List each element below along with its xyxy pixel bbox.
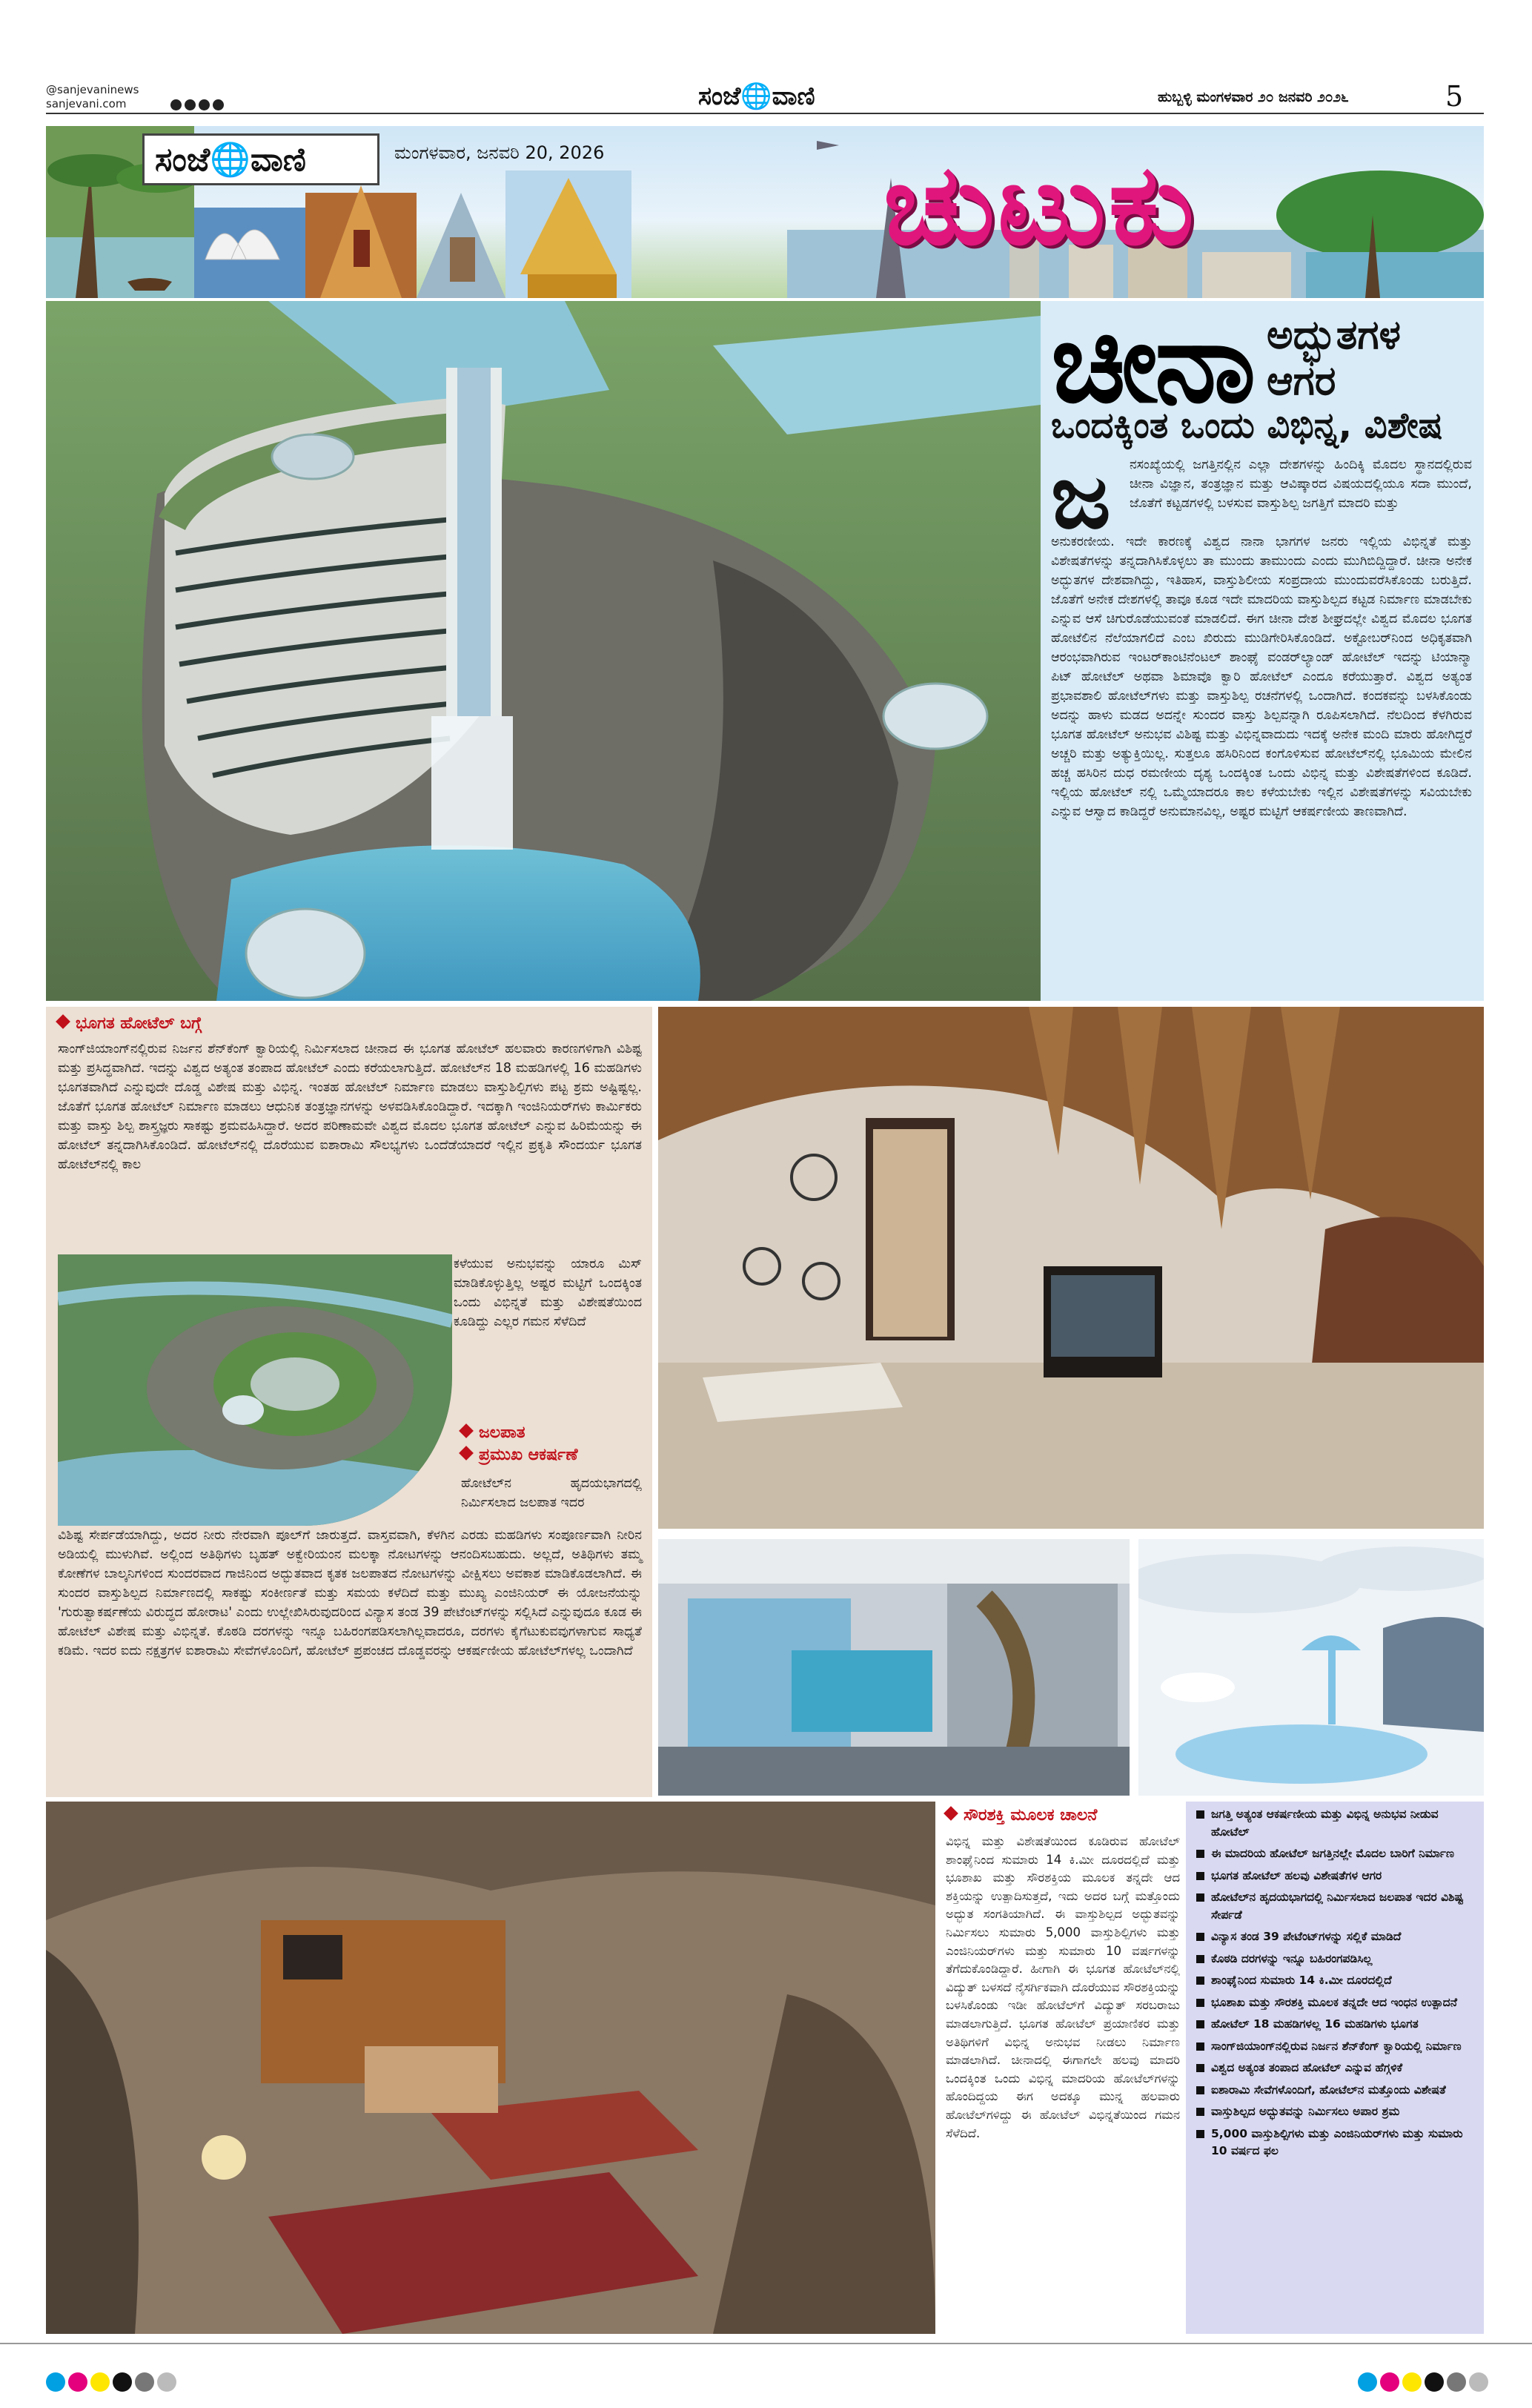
yellow-mark — [90, 2372, 110, 2392]
solar-heading — [946, 1805, 1097, 1827]
instagram-icon[interactable] — [185, 99, 196, 110]
social-icons — [170, 99, 224, 110]
about-paragraph-2: ವಿಶಿಷ್ಟ ಸೇರ್ಪಡೆಯಾಗಿದ್ದು, ಅದರ ನೀರು ನೇರವಾಗಿ ಪೂಲ್‌ಗೆ ಜಾರುತ್ತದೆ. ವಾಸ್ತವವಾಗಿ, ಕೆಳಗಿನ ಎರಡು ಮಹಡಿಗಳು ಸಂಪೂರ್ಣವಾಗಿ ನೀರಿನ ಅಡಿಯಲ್ಲಿ ಮುಳುಗಿವೆ. ಅಲ್ಲಿಂದ ಅತಿಥಿಗಳು ಬೃಹತ್ ಅಕ್ವೇರಿಯಂನ ಮಲಕ್ಕಾ ನೋಟಗಳನ್ನು ಆನಂದಿಸಬಹುದು. ಅಲ್ಲದೆ, ಅತಿಥಿಗಳು ತಮ್ಮ ಕೋಣೆಗಳ ಬಾಲ್ಕನಿಗಳಿಂದ ಸುಂದರವಾದ ಗಾಜಿನಿಂದ ಅದ್ಭುತವಾದ ಕೃತಕ ಜಲಪಾತದ ನೋಟಗಳನ್ನು ವೀಕ್ಷಿಸಲು ಅವಕಾಶ ಮಾಡಿಕೊಡಲಾಗಿದೆ. ಈ ಸುಂದರ ವಾಸ್ತುಶಿಲ್ಪದ ನಿರ್ಮಾಣದಲ್ಲಿ ಸಾಕಷ್ಟು ಸಂಕೀರ್ಣತೆ ಮತ್ತು ಸಮಯ ಕಳೆದಿದೆ ಮತ್ತು ಮುಖ್ಯ ಎಂಜಿನಿಯರ್ ಈ ಯೋಜನೆಯನ್ನು 'ಗುರುತ್ವಾಕರ್ಷಣೆಯ ವಿರುದ್ಧದ ಹೋರಾಟ' ಎಂದು ಉಲ್ಲೇಖಿಸಿರುವುದರಿಂದ ವಿನ್ಯಾಸ ತಂಡ 39 ಪೇಟೆಂಟ್‌ಗಳನ್ನು ಸಲ್ಲಿಸಿದೆ ಎನ್ನುವುದೂ ಕೂಡ ಈ ಹೋಟೆಲ್ ವಿಶೇಷ ಮತ್ತು ವಿಭಿನ್ನತೆ. ಕೊಠಡಿ ದರಗಳನ್ನು ಇನ್ನೂ ಬಹಿರಂಗಪಡಿಸಲಾಗಿಲ್ಲವಾದರೂ, ದರಗಳು ಕೈಗೆಟುಕುವವುಗಳಾಗುವ ಸಾಧ್ಯತೆ ಕಡಿಮೆ. ಇದರ ಐದು ನಕ್ಷತ್ರಗಳ ಐಶಾರಾಮಿ ಸೇವೆಗಳೊಂದಿಗೆ, ಹೋಟೆಲ್ ಪ್ರಪಂಚದ ದೊಡ್ಡವರನ್ನು ಆಕರ್ಷಣೀಯ ಹೋಟೆಲ್‌ಗಳಲ್ಲ ಒಂದಾಗಿದೆ — [58, 1528, 642, 1658]
list-item: ಹೋಟೆಲ್‌ನ ಹೃದಯಭಾಗದಲ್ಲಿ ನಿರ್ಮಿಸಲಾದ ಜಲಪಾತ ಇದರ ವಿಶಿಷ್ಟ ಸೇರ್ಪಡೆ — [1193, 1889, 1476, 1924]
list-item: ಜಗತ್ತಿ ಅತ್ಯಂತ ಆಕರ್ಷಣೀಯ ಮತ್ತು ವಿಭಿನ್ನ ಅನುಭವ ನೀಡುವ ಹೋಟೆಲ್ — [1193, 1806, 1476, 1841]
section-title: ಚುಟುಕು — [883, 141, 1198, 270]
aerial-green-hotel-illustration — [58, 1254, 452, 1526]
diamond-bullet-icon — [56, 1014, 70, 1029]
solar-paragraph: ವಿಭಿನ್ನ ಮತ್ತು ವಿಶೇಷತೆಯಿಂದ ಕೂಡಿರುವ ಹೋಟೆಲ್ ಶಾಂಘೈನಿಂದ ಸುಮಾರು 14 ಕಿ.ಮೀ ದೂರದಲ್ಲಿದೆ ಮತ್ತು ಭೂಶಾಖ ಮತ್ತು ಸೌರಶಕ್ತಿಯ ಮೂಲಕ ತನ್ನದೇ ಆದ ಶಕ್ತಿಯನ್ನು ಉತ್ಪಾದಿಸುತ್ತದೆ, ಇದು ಅದರ ಬಗ್ಗೆ ಮತ್ತೊಂದು ಅದ್ಭುತ ಸಂಗತಿಯಾಗಿದೆ. ಈ ವಾಸ್ತುಶಿಲ್ಪದ ಅದ್ಭುತವನ್ನು ನಿರ್ಮಿಸಲು ಸುಮಾರು 5,000 ವಾಸ್ತುಶಿಲ್ಪಿಗಳು ಮತ್ತು ಎಂಜಿನಿಯರ್‌ಗಳು ಮತ್ತು ಸುಮಾರು 10 ವರ್ಷಗಳನ್ನು ತೆಗೆದುಕೊಂಡಿದ್ದಾರೆ. ಹೀಗಾಗಿ ಈ ಭೂಗತ ಹೋಟೆಲ್‌ನಲ್ಲಿ ವಿದ್ಯುತ್ ಬಳಸದೆ ನೈಸರ್ಗಿಕವಾಗಿ ದೊರೆಯುವ ಸೌರಶಕ್ತಿಯನ್ನು ಬಳಸಿಕೊಂಡು ಇಡೀ ಹೋಟೆಲ್‌ಗೆ ವಿದ್ಯುತ್ ಸರಬರಾಜು ಮಾಡಲಾಗುತ್ತಿದೆ. ಭೂಗತ ಹೋಟೆಲ್ ಪ್ರಯಾಣಿಕರ ಮತ್ತು ಅತಿಥಿಗಳಿಗೆ ವಿಭಿನ್ನ ಅನುಭವ ನೀಡಲು ನಿರ್ಮಾಣ ಮಾಡಲಾಗಿದೆ. ಚೀನಾದಲ್ಲಿ ಈಗಾಗಲೇ ಹಲವು ಮಾದರಿ ಒಂದಕ್ಕಿಂತ ಒಂದು ವಿಭಿನ್ನ ಮಾದರಿಯ ಹೋಟೆಲ್‌ಗಳನ್ನು ಹೊಂದಿದ್ದಯ ಈಗ ಅದಕ್ಕೂ ಮುನ್ನ ಹಲವಾರು ಹೋಟೆಲ್‌ಗಳಿದ್ದು ಈ ಹೋಟೆಲ್ ವಿಭಿನ್ನತೆಯಿಂದ ಗಮನ ಸೆಳೆದಿದೆ. — [946, 1834, 1180, 2140]
masthead-title: ಸಂಜೆ🌐ವಾಣಿ — [155, 141, 306, 179]
website-link[interactable]: sanjevani.com — [46, 97, 127, 110]
highlights-box — [1186, 1802, 1484, 2334]
diamond-bullet-icon — [944, 1806, 958, 1821]
waterfall-subheading-1: ಜಲಪಾತ — [479, 1423, 525, 1442]
feature-headline: ಚೀನಾ — [1051, 301, 1253, 428]
about-hotel-panel — [46, 1007, 652, 1797]
light-grey-mark — [157, 2372, 176, 2392]
twitter-handle: @sanjevaninews — [46, 83, 139, 96]
section-banner — [46, 126, 1484, 298]
about-heading-text: ಭೂಗತ ಹೋಟೆಲ್ ಬಗ್ಗೆ — [76, 1014, 202, 1033]
black-mark — [1425, 2372, 1444, 2392]
feature-headline-side-1: ಅದ್ಭುತಗಳ — [1267, 311, 1401, 358]
list-item: ಭೂಶಾಖ ಮತ್ತು ಸೌರಶಕ್ತಿ ಮೂಲಕ ತನ್ನದೇ ಆದ ಇಂಧನ ಉತ್ಪಾದನೆ — [1193, 1994, 1476, 2012]
cave-bedroom-image — [46, 1802, 935, 2334]
list-item: 5,000 ವಾಸ್ತುಶಿಲ್ಪಿಗಳು ಮತ್ತು ಎಂಜಿನಿಯರ್‌ಗಳು ಮತ್ತು ಸುಮಾರು 10 ವರ್ಷದ ಫಲ — [1193, 2126, 1476, 2160]
highlights-list — [1193, 1806, 1476, 2160]
intro-paragraph-first: ನಸಂಖ್ಯೆಯಲ್ಲಿ ಜಗತ್ತಿನಲ್ಲಿನ ಎಲ್ಲಾ ದೇಶಗಳನ್ನು ಹಿಂದಿಕ್ಕಿ ಮೊದಲ ಸ್ಥಾನದಲ್ಲಿರುವ ಚೀನಾ ವಿಜ್ಞಾನ, ತಂತ್ರಜ್ಞಾನ ಮತ್ತು ಆವಿಷ್ಕಾರದ ವಿಷಯದಲ್ಲಿಯೂ ಸದಾ ಮುಂದೆ, ಜೊತೆಗೆ ಕಟ್ಟಡಗಳಲ್ಲಿ ಬಳಸುವ ವಾಸ್ತುಶಿಲ್ಪ ಜಗತ್ತಿಗೆ ಮಾದರಿ ಮತ್ತು — [1130, 457, 1472, 511]
list-item: ವಾಸ್ತುಶಿಲ್ಪದ ಅದ್ಭುತವನ್ನು ನಿರ್ಮಿಸಲು ಅಪಾರ ಶ್ರಮ — [1193, 2103, 1476, 2121]
diamond-bullet-icon — [459, 1423, 474, 1438]
cyan-mark — [1358, 2372, 1377, 2392]
intro-paragraph-rest: ಅನುಕರಣೀಯ. ಇದೇ ಕಾರಣಕ್ಕೆ ವಿಶ್ವದ ನಾನಾ ಭಾಗಗಳ ಜನರು ಇಲ್ಲಿಯ ವಿಭಿನ್ನತೆ ಮತ್ತು ವಿಶೇಷತೆಗಳನ್ನು ತನ್ನದಾಗಿಸಿಕೊಳ್ಳಲು ತಾ ಮುಂದು ತಾಮುಂದು ಎಂದು ಮುಗಿಬಿದ್ದಿದ್ದಾರೆ. ಚೀನಾ ಅನೇಕ ಅದ್ಭುತಗಳ ದೇಶವಾಗಿದ್ದು, ಇತಿಹಾಸ, ವಾಸ್ತುಶಿಲೀಯ ಸಂಪ್ರದಾಯ ಮುಂದುವರೆಸಿಕೊಂಡು ಬರುತ್ತಿದೆ. ಜೊತೆಗೆ ಅನೇಕ ದೇಶಗಳಲ್ಲಿ ತಾವೂ ಕೂಡ ಇದೇ ಮಾದರಿಯ ವಾಸ್ತುಶಿಲ್ಪದ ಕಟ್ಟಡ ನಿರ್ಮಾಣ ಮಾಡಬೇಕು ಎನ್ನುವ ಆಸೆ ಚಿಗುರೊಡೆಯುವಂತೆ ಮಾಡಲಿದೆ. ಈಗ ಚೀನಾ ದೇಶ ಶೀಘ್ರದಲ್ಲೇ ವಿಶ್ವದ ಮೊದಲ ಭೂಗತ ಹೋಟೆಲಿನ ನೆಲೆಯಾಗಲಿದೆ ಎಂಬ ಖಿರುದು ಮುಡಿಗೇರಿಸಿಕೊಂಡಿದೆ. ಅಕ್ಟೋಬರ್‌ನಿಂದ ಅಧಿಕೃತವಾಗಿ ಆರಂಭವಾಗಿರುವ ಇಂಟರ್‌ಕಾಂಟಿನೆಂಟಲ್ ಶಾಂಘೈ ವಂಡರ್‌ಲ್ಯಾಂಡ್ ಹೋಟೆಲ್ ಇದನ್ನು ಟಿಯಾನ್ಮಾ ಪಿಟ್ ಹೋಟೆಲ್ ಅಥವಾ ಶಿಮಾವೊ ಕ್ವಾರಿ ಹೋಟೆಲ್ ಎಂದೂ ಕರೆಯುತ್ತಾರೆ. ವಿಶ್ವದ ಅತ್ಯಂತ ಪ್ರಭಾವಶಾಲಿ ಹೋಟೆಲ್‌ಗಳು ಮತ್ತು ವಾಸ್ತುಶಿಲ್ಪ ರಚನೆಗಳಲ್ಲಿ ಒಂದಾಗಿದೆ. ಕಂದಕವನ್ನು ಬಳಸಿಕೊಂಡು ಅದನ್ನು ಹಾಳು ಮಡದ ಅದನ್ನೇ ಸುಂದರ ವಾಸ್ತು ಶಿಲ್ಪವನ್ನಾಗಿ ರೂಪಿಸಲಾಗಿದೆ. ನೆಲದಿಂದ ಕೆಳಗಿರುವ ಭೂಗತ ಹೋಟೆಲ್ ಅನುಭವ ವಿಶಿಷ್ಟ ಮತ್ತು ವಿಭಿನ್ನವಾದುದು ಇದಕ್ಕೆ ಅನೇಕ ಮಂದಿ ಮಾರು ಹೋಗಿದ್ದರೆ ಅಚ್ಚರಿ ಮತ್ತು ಅತ್ಯುಕ್ತಿಯಿಲ್ಲ. ಸುತ್ತಲೂ ಹಸಿರಿನಿಂದ ಕಂಗೊಳಿಸುವ ಹೋಟೆಲ್‌ನಲ್ಲಿ ಭೂಮಿಯ ಮೇಲಿನ ಹಚ್ಚ ಹಸಿರಿನ ದುಧ ರಮಣೀಯ ದೃಶ್ಯ ಒಂದಕ್ಕಿಂತ ಒಂದು ವಿಭಿನ್ನ ಮತ್ತು ವಿಶೇಷತೆಗಳಿಂದ ಕೂಡಿದೆ. ಇಲ್ಲಿಯ ಹೋಟೆಲ್ ನಲ್ಲಿ ಒಮ್ಮೆಯಾದರೂ ಕಾಲ ಕಳೆಯಬೇಕು ಇಲ್ಲಿನ ವಿಶೇಷತೆಗಳನ್ನು ಸವಿಯಬೇಕು ಎನ್ನುವ ಆಸ್ವಾದ ಕಾಡಿದ್ದರೆ ಅನುಮಾನವಿಲ್ಲ, ಅಷ್ಟರ ಮಟ್ಟಿಗೆ ಆಕರ್ಷಣೀಯ ತಾಣವಾಗಿದೆ. — [1051, 535, 1472, 819]
diamond-bullet-icon — [459, 1446, 474, 1461]
cave-bedroom-illustration — [46, 1802, 935, 2334]
feature-subheadline: ಒಂದಕ್ಕಿಂತ ಒಂದು ವಿಭಿನ್ನ, ವಿಶೇಷ — [1051, 405, 1443, 446]
registration-marks-right — [1358, 2372, 1488, 2392]
waterfall-subheading-2: ಪ್ರಮುಖ ಆಕರ್ಷಣೆ — [479, 1446, 578, 1464]
grey-mark — [1447, 2372, 1466, 2392]
magenta-mark — [1380, 2372, 1399, 2392]
footer-rule — [0, 2343, 1532, 2344]
waterfall-subheading — [461, 1422, 577, 1466]
list-item: ಐಶಾರಾಮಿ ಸೇವೆಗಳೊಂದಿಗೆ, ಹೋಟೆಲ್‌ನ ಮತ್ತೊಂದು ವಿಶೇಷತೆ — [1193, 2082, 1476, 2100]
masthead-logo — [142, 133, 379, 185]
list-item: ಭೂಗತ ಹೋಟೆಲ್ ಹಲವು ವಿಶೇಷತೆಗಳ ಆಗರ — [1193, 1868, 1476, 1885]
page-folio — [46, 80, 1484, 114]
list-item: ಸಾಂಗ್‌ಜಿಯಾಂಗ್‌ನಲ್ಲಿರುವ ನಿರ್ಜನ ಶೆನ್‌ಕೆಂಗ್ ಕ್ವಾರಿಯಲ್ಲಿ ನಿರ್ಮಾಣ — [1193, 2038, 1476, 2056]
cave-suite-illustration — [658, 1007, 1484, 1529]
list-item: ಕೊಠಡಿ ದರಗಳನ್ನು ಇನ್ನೂ ಬಹಿರಂಗಪಡಿಸಿಲ್ಲ — [1193, 1951, 1476, 1968]
banner-date: ಮಂಗಳವಾರ, ಜನವರಿ 20, 2026 — [394, 142, 605, 163]
solar-power-section — [941, 1802, 1183, 2334]
folio-date: ಹುಬ್ಬಳ್ಳಿ ಮಂಗಳವಾರ ೨೦ ಜನವರಿ ೨೦೨೬ — [1158, 89, 1349, 105]
black-mark — [113, 2372, 132, 2392]
light-grey-mark — [1469, 2372, 1488, 2392]
hero-hotel-image — [46, 301, 1041, 1001]
page-number: 5 — [1445, 80, 1464, 113]
feature-intro-panel — [1041, 301, 1484, 1001]
aquarium-room-image — [658, 1539, 1130, 1796]
about-side-text-1: ಕಳೆಯುವ ಅನುಭವನ್ನು ಯಾರೂ ಮಿಸ್ ಮಾಡಿಕೊಳ್ಳುತ್ತಿಲ್ಲ ಅಷ್ಟರ ಮಟ್ಟಿಗೆ ಒಂದಕ್ಕಿಂತ ಒಂದು ವಿಭಿನ್ನತೆ ಮತ್ತು ವಿಶೇಷತೆಯಿಂದ ಕೂಡಿದ್ದು ಎಲ್ಲರ ಗಮನ ಸೆಳೆದಿದೆ — [454, 1257, 642, 1329]
list-item: ಈ ಮಾದರಿಯ ಹೋಟೆಲ್ ಜಗತ್ತಿನಲ್ಲೇ ಮೊದಲ ಬಾರಿಗೆ ನಿರ್ಮಾಣ — [1193, 1845, 1476, 1863]
registration-marks-left — [46, 2372, 176, 2392]
magenta-mark — [68, 2372, 87, 2392]
social-handle — [46, 83, 139, 111]
quarry-hotel-illustration — [46, 301, 1041, 1001]
yellow-mark — [1402, 2372, 1422, 2392]
futuristic-lounge-illustration — [1138, 1539, 1484, 1796]
futuristic-lounge-image — [1138, 1539, 1484, 1796]
about-heading — [58, 1013, 202, 1035]
cave-suite-image — [658, 1007, 1484, 1529]
list-item: ಹೋಟೆಲ್ 18 ಮಹಡಿಗಳಲ್ಲ 16 ಮಹಡಿಗಳು ಭೂಗತ — [1193, 2016, 1476, 2034]
about-paragraph-1: ಸಾಂಗ್‌ಜಿಯಾಂಗ್‌ನಲ್ಲಿರುವ ನಿರ್ಜನ ಶೆನ್‌ಕೆಂಗ್ ಕ್ವಾರಿಯಲ್ಲಿ ನಿರ್ಮಿಸಲಾದ ಚೀನಾದ ಈ ಭೂಗತ ಹೋಟೆಲ್ ಹಲವಾರು ಕಾರಣಗಳಿಗಾಗಿ ವಿಶಿಷ್ಟ ಮತ್ತು ಪ್ರಸಿದ್ಧವಾಗಿದೆ. ಇದನ್ನು ವಿಶ್ವದ ಅತ್ಯಂತ ತಂಪಾದ ಹೋಟೆಲ್ ಎಂದು ಕರೆಯಲಾಗುತ್ತಿದೆ. ಹೋಟೆಲ್‌ನ 18 ಮಹಡಿಗಳಲ್ಲಿ 16 ಮಹಡಿಗಳು ಭೂಗತವಾಗಿದೆ ಎನ್ನುವುದೇ ದೊಡ್ಡ ವಿಶೇಷ ಮತ್ತು ವಿಭಿನ್ನ. ಇಂತಹ ಹೋಟೆಲ್ ನಿರ್ಮಾಣ ಮಾಡಲು ವಾಸ್ತುಶಿಲ್ಪಿಗಳು ಪಟ್ಟ ಶ್ರಮ ಅಷ್ಟಿಷ್ಟಲ್ಲ. ಜೊತೆಗೆ ಭೂಗತ ಹೋಟೆಲ್ ನಿರ್ಮಾಣ ಮಾಡಲು ಆಧುನಿಕ ತಂತ್ರಜ್ಞಾನಗಳನ್ನು ಅಳವಡಿಸಿಕೊಂಡಿದ್ದಾರೆ. ಇದಕ್ಕಾಗಿ ಇಂಜಿನಿಯರ್‌ಗಳು ಕಾರ್ಮಿಕರು ಮತ್ತು ವಾಸ್ತು ಶಿಲ್ಪ ಶಾಸ್ತ್ರಜ್ಞರು ಸಾಕಷ್ಟು ಶ್ರಮವಹಿಸಿದ್ದಾರೆ. ಅದರ ಪರಿಣಾಮವೇ ವಿಶ್ವದ ಮೊದಲ ಭೂಗತ ಹೋಟೆಲ್ ಎನ್ನುವ ಹಿರಿಮೆಯನ್ನು ಈ ಹೋಟೆಲ್ ತನ್ನದಾಗಿಸಿಕೊಂಡಿದೆ. ಹೋಟೆಲ್‌ನಲ್ಲಿ ದೊರೆಯುವ ಐಶಾರಾಮಿ ಸೌಲಭ್ಯಗಳು ಒಂದೆಡೆಯಾದರೆ ಇಲ್ಲಿನ ಪ್ರಕೃತಿ ಸೌಂದರ್ಯ ಭೂಗತ ಹೋಟೆಲ್‌ನಲ್ಲಿ ಕಾಲ — [58, 1042, 642, 1172]
aquarium-room-illustration — [658, 1539, 1130, 1796]
feature-headline-side-2: ಆಗರ — [1267, 357, 1336, 404]
about-side-text-2: ಹೋಟೆಲ್‌ನ ಹೃದಯಭಾಗದಲ್ಲಿ ನಿರ್ಮಿಸಲಾದ ಜಲಪಾತ ಇದರ — [461, 1476, 642, 1510]
drop-cap: ಜ — [1051, 446, 1111, 549]
cyan-mark — [46, 2372, 65, 2392]
masthead-small: ಸಂಜೆ🌐ವಾಣಿ — [698, 82, 815, 111]
facebook-icon[interactable] — [170, 99, 182, 110]
youtube-icon[interactable] — [199, 99, 210, 110]
aerial-view-image — [58, 1254, 452, 1526]
list-item: ವಿನ್ಯಾಸ ತಂಡ 39 ಪೇಟೆಂಟ್‌ಗಳನ್ನು ಸಲ್ಲಿಕೆ ಮಾಡಿದೆ — [1193, 1928, 1476, 1946]
list-item: ಶಾಂಘೈನಿಂದ ಸುಮಾರು 14 ಕಿ.ಮೀ ದೂರದಲ್ಲಿದೆ — [1193, 1972, 1476, 1990]
twitter-icon[interactable] — [213, 99, 224, 110]
solar-heading-text: ಸೌರಶಕ್ತಿ ಮೂಲಕ ಚಾಲನೆ — [964, 1806, 1098, 1825]
list-item: ವಿಶ್ವದ ಅತ್ಯಂತ ತಂಪಾದ ಹೋಟೆಲ್ ಎನ್ನುವ ಹೆಗ್ಗಳಿಕೆ — [1193, 2060, 1476, 2077]
grey-mark — [135, 2372, 154, 2392]
